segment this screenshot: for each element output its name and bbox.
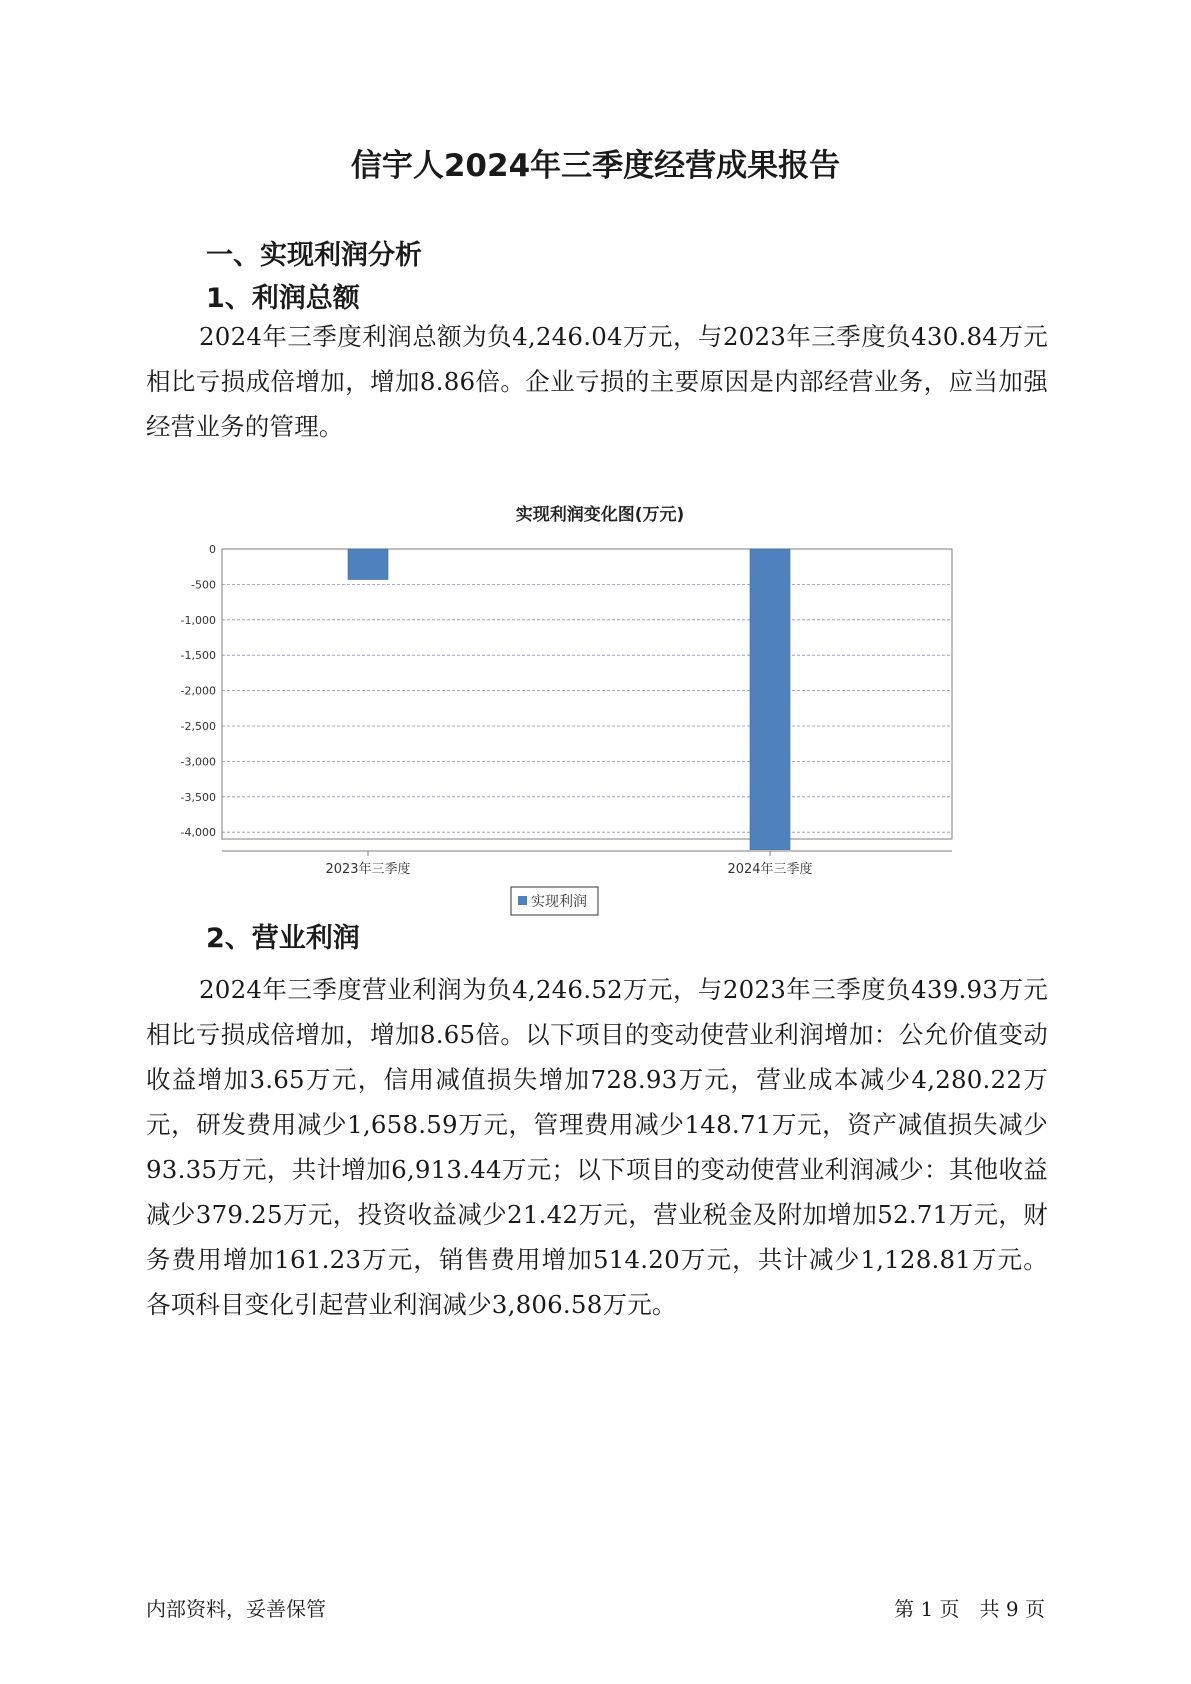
y-tick-label: -500 (191, 578, 216, 592)
footer-page-number: 第 1 页 共 9 页 (894, 1597, 1045, 1621)
legend-label-profit: 实现利润 (531, 894, 587, 910)
subsection-heading-total-profit: 1、利润总额 (206, 283, 360, 314)
y-tick-label: -2,000 (180, 684, 216, 698)
chart-bar (348, 549, 388, 580)
y-tick-label: -2,500 (180, 720, 216, 733)
y-tick-label: -1,500 (180, 649, 216, 663)
paragraph-operating-profit: 2024年三季度营业利润为负4,246.52万元，与2023年三季度负439.93万元相比亏损成倍增加，增加8.65倍。以下项目的变动使营业利润增加：公允价值变动收益增加3.65万元，信用减值损失增加728.93万元，营业成本减少4,280.22万元，研发费用减少1,658.59万元，管理费用减少148.71万元，资产减值损失减少93.35万元，共计增加6,913.44万元；以下项目的变动使营业利润减少：其他收益减少379.25万元，投资收益减少21.42万元，营业税金及附加增加52.71万元，财务费用增加161.23万元，销售费用增加514.20万元，共计减少1,128.81万元。各项科目变化引起营业利润减少3,806.58万元。 (146, 975, 1048, 1319)
chart-y-ticks (181, 543, 216, 839)
chart-legend (511, 887, 598, 915)
chart-category-labels (325, 851, 812, 877)
section-heading-profit-analysis: 一、实现利润分析 (206, 240, 422, 271)
y-tick-label: -3,500 (180, 790, 216, 804)
chart-bars (348, 549, 790, 850)
chart-gridlines (222, 584, 952, 832)
x-category-label: 2023年三季度 (325, 862, 411, 877)
chart-title: 实现利润变化图(万元) (515, 505, 685, 525)
paragraph-total-profit: 2024年三季度利润总额为负4,246.04万元，与2023年三季度负430.84万元相比亏损成倍增加，增加8.86倍。企业亏损的主要原因是内部经营业务，应当加强经营业务的管理。 (146, 322, 1048, 441)
page-title: 信宇人2024年三季度经营成果报告 (350, 148, 841, 184)
footer-confidential-note: 内部资料，妥善保管 (146, 1597, 326, 1621)
legend-swatch (518, 896, 527, 905)
y-tick-label: -4,000 (180, 826, 216, 840)
chart-svg (160, 500, 1040, 960)
x-category-label: 2024年三季度 (727, 862, 813, 877)
profit-bar-chart (160, 500, 1040, 960)
y-tick-label: 0 (209, 543, 216, 556)
chart-plot-frame (222, 549, 952, 839)
y-tick-label: -1,000 (180, 613, 216, 627)
chart-bar (750, 549, 790, 850)
y-tick-label: -3,000 (180, 755, 216, 769)
subsection-heading-operating-profit: 2、营业利润 (206, 923, 360, 954)
